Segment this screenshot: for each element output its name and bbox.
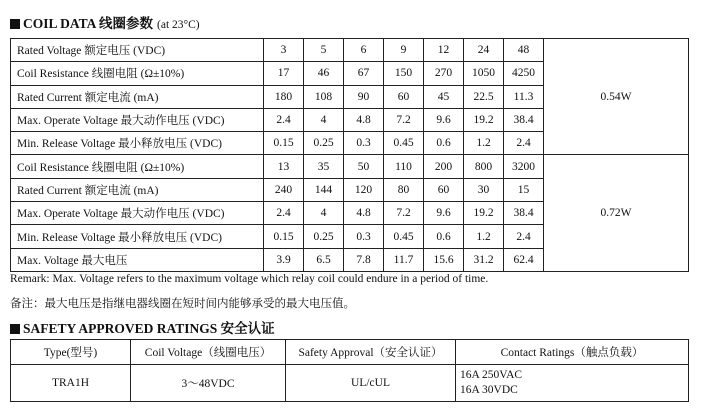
coil-value-cell: 180 <box>264 85 304 108</box>
coil-row-label: Min. Release Voltage 最小释放电压 (VDC) <box>11 225 264 248</box>
coil-data-title: COIL DATA 线圈参数 <box>23 16 154 31</box>
coil-value-cell: 1.2 <box>464 132 504 155</box>
coil-value-cell: 240 <box>264 178 304 201</box>
header-safety-approval: Safety Approval（安全认证） <box>286 340 456 365</box>
coil-value-cell: 50 <box>344 155 384 178</box>
coil-value-cell: 5 <box>304 39 344 62</box>
coil-value-cell: 3200 <box>504 155 544 178</box>
coil-value-cell: 62.4 <box>504 248 544 271</box>
coil-value-cell: 38.4 <box>504 108 544 131</box>
coil-data-table <box>10 38 689 272</box>
coil-row-label: Coil Resistance 线圈电阻 (Ω±10%) <box>11 62 264 85</box>
coil-value-cell: 4 <box>304 108 344 131</box>
coil-value-cell: 150 <box>384 62 424 85</box>
coil-value-cell: 45 <box>424 85 464 108</box>
rating-line: 16A 250VAC <box>460 369 523 381</box>
safety-title: SAFETY APPROVED RATINGS 安全认证 <box>23 321 275 336</box>
coil-value-cell: 1050 <box>464 62 504 85</box>
coil-value-cell: 270 <box>424 62 464 85</box>
coil-row-label: Max. Voltage 最大电压 <box>11 248 264 271</box>
cell-contact-ratings <box>456 365 689 402</box>
coil-value-cell: 0.45 <box>384 132 424 155</box>
coil-data-heading <box>10 12 200 32</box>
header-contact-ratings: Contact Ratings（触点负载） <box>456 340 689 365</box>
coil-value-cell: 0.15 <box>264 225 304 248</box>
coil-value-cell: 13 <box>264 155 304 178</box>
coil-row <box>11 155 689 178</box>
coil-value-cell: 46 <box>304 62 344 85</box>
cell-approval: UL/cUL <box>286 365 456 402</box>
remark-english: Remark: Max. Voltage refers to the maximum voltage which relay coil could endure in a period of time. <box>10 273 489 285</box>
coil-power-cell: 0.72W <box>544 155 689 271</box>
coil-value-cell: 60 <box>424 178 464 201</box>
coil-value-cell: 0.45 <box>384 225 424 248</box>
coil-row-label: Min. Release Voltage 最小释放电压 (VDC) <box>11 132 264 155</box>
coil-value-cell: 67 <box>344 62 384 85</box>
safety-header-row <box>11 340 689 365</box>
coil-value-cell: 11.7 <box>384 248 424 271</box>
coil-value-cell: 19.2 <box>464 108 504 131</box>
coil-value-cell: 0.25 <box>304 225 344 248</box>
coil-value-cell: 7.8 <box>344 248 384 271</box>
coil-value-cell: 0.6 <box>424 225 464 248</box>
coil-value-cell: 12 <box>424 39 464 62</box>
coil-value-cell: 0.15 <box>264 132 304 155</box>
cell-coil-voltage: 3～48VDC <box>131 365 286 402</box>
coil-value-cell: 7.2 <box>384 108 424 131</box>
square-bullet-icon <box>10 324 20 334</box>
header-type: Type(型号) <box>11 340 131 365</box>
coil-row <box>11 39 689 62</box>
coil-value-cell: 2.4 <box>504 225 544 248</box>
remark-chinese: 备注：最大电压是指继电器线圈在短时间内能够承受的最大电压值。 <box>10 298 355 310</box>
coil-row-label: Rated Current 额定电流 (mA) <box>11 85 264 108</box>
coil-value-cell: 0.25 <box>304 132 344 155</box>
coil-power-cell: 0.54W <box>544 39 689 155</box>
coil-value-cell: 22.5 <box>464 85 504 108</box>
coil-value-cell: 17 <box>264 62 304 85</box>
coil-value-cell: 3.9 <box>264 248 304 271</box>
coil-row-label: Max. Operate Voltage 最大动作电压 (VDC) <box>11 108 264 131</box>
coil-row-label: Rated Voltage 额定电压 (VDC) <box>11 39 264 62</box>
safety-heading <box>10 317 275 337</box>
coil-value-cell: 2.4 <box>504 132 544 155</box>
coil-value-cell: 7.2 <box>384 202 424 225</box>
coil-value-cell: 120 <box>344 178 384 201</box>
cell-type: TRA1H <box>11 365 131 402</box>
coil-value-cell: 2.4 <box>264 202 304 225</box>
coil-value-cell: 90 <box>344 85 384 108</box>
coil-value-cell: 80 <box>384 178 424 201</box>
coil-value-cell: 24 <box>464 39 504 62</box>
coil-value-cell: 11.3 <box>504 85 544 108</box>
coil-value-cell: 0.3 <box>344 225 384 248</box>
coil-value-cell: 9.6 <box>424 108 464 131</box>
coil-row-label: Coil Resistance 线圈电阻 (Ω±10%) <box>11 155 264 178</box>
coil-value-cell: 38.4 <box>504 202 544 225</box>
coil-value-cell: 4250 <box>504 62 544 85</box>
coil-value-cell: 4.8 <box>344 108 384 131</box>
square-bullet-icon <box>10 19 20 29</box>
safety-row <box>11 365 689 402</box>
coil-value-cell: 3 <box>264 39 304 62</box>
coil-value-cell: 108 <box>304 85 344 108</box>
coil-value-cell: 1.2 <box>464 225 504 248</box>
rating-line: 16A 30VDC <box>460 384 518 396</box>
coil-value-cell: 15 <box>504 178 544 201</box>
coil-value-cell: 110 <box>384 155 424 178</box>
coil-value-cell: 31.2 <box>464 248 504 271</box>
coil-value-cell: 30 <box>464 178 504 201</box>
coil-value-cell: 144 <box>304 178 344 201</box>
coil-value-cell: 800 <box>464 155 504 178</box>
coil-value-cell: 4.8 <box>344 202 384 225</box>
coil-value-cell: 6.5 <box>304 248 344 271</box>
coil-value-cell: 6 <box>344 39 384 62</box>
coil-row-label: Max. Operate Voltage 最大动作电压 (VDC) <box>11 202 264 225</box>
coil-value-cell: 200 <box>424 155 464 178</box>
coil-value-cell: 9 <box>384 39 424 62</box>
header-coil-voltage: Coil Voltage（线圈电压） <box>131 340 286 365</box>
coil-value-cell: 35 <box>304 155 344 178</box>
safety-ratings-table <box>10 339 689 402</box>
coil-value-cell: 2.4 <box>264 108 304 131</box>
coil-value-cell: 19.2 <box>464 202 504 225</box>
coil-value-cell: 0.6 <box>424 132 464 155</box>
coil-value-cell: 48 <box>504 39 544 62</box>
coil-value-cell: 4 <box>304 202 344 225</box>
coil-value-cell: 0.3 <box>344 132 384 155</box>
coil-value-cell: 60 <box>384 85 424 108</box>
coil-value-cell: 9.6 <box>424 202 464 225</box>
coil-data-subtitle: (at 23°C) <box>157 19 200 31</box>
coil-row-label: Rated Current 额定电流 (mA) <box>11 178 264 201</box>
coil-value-cell: 15.6 <box>424 248 464 271</box>
